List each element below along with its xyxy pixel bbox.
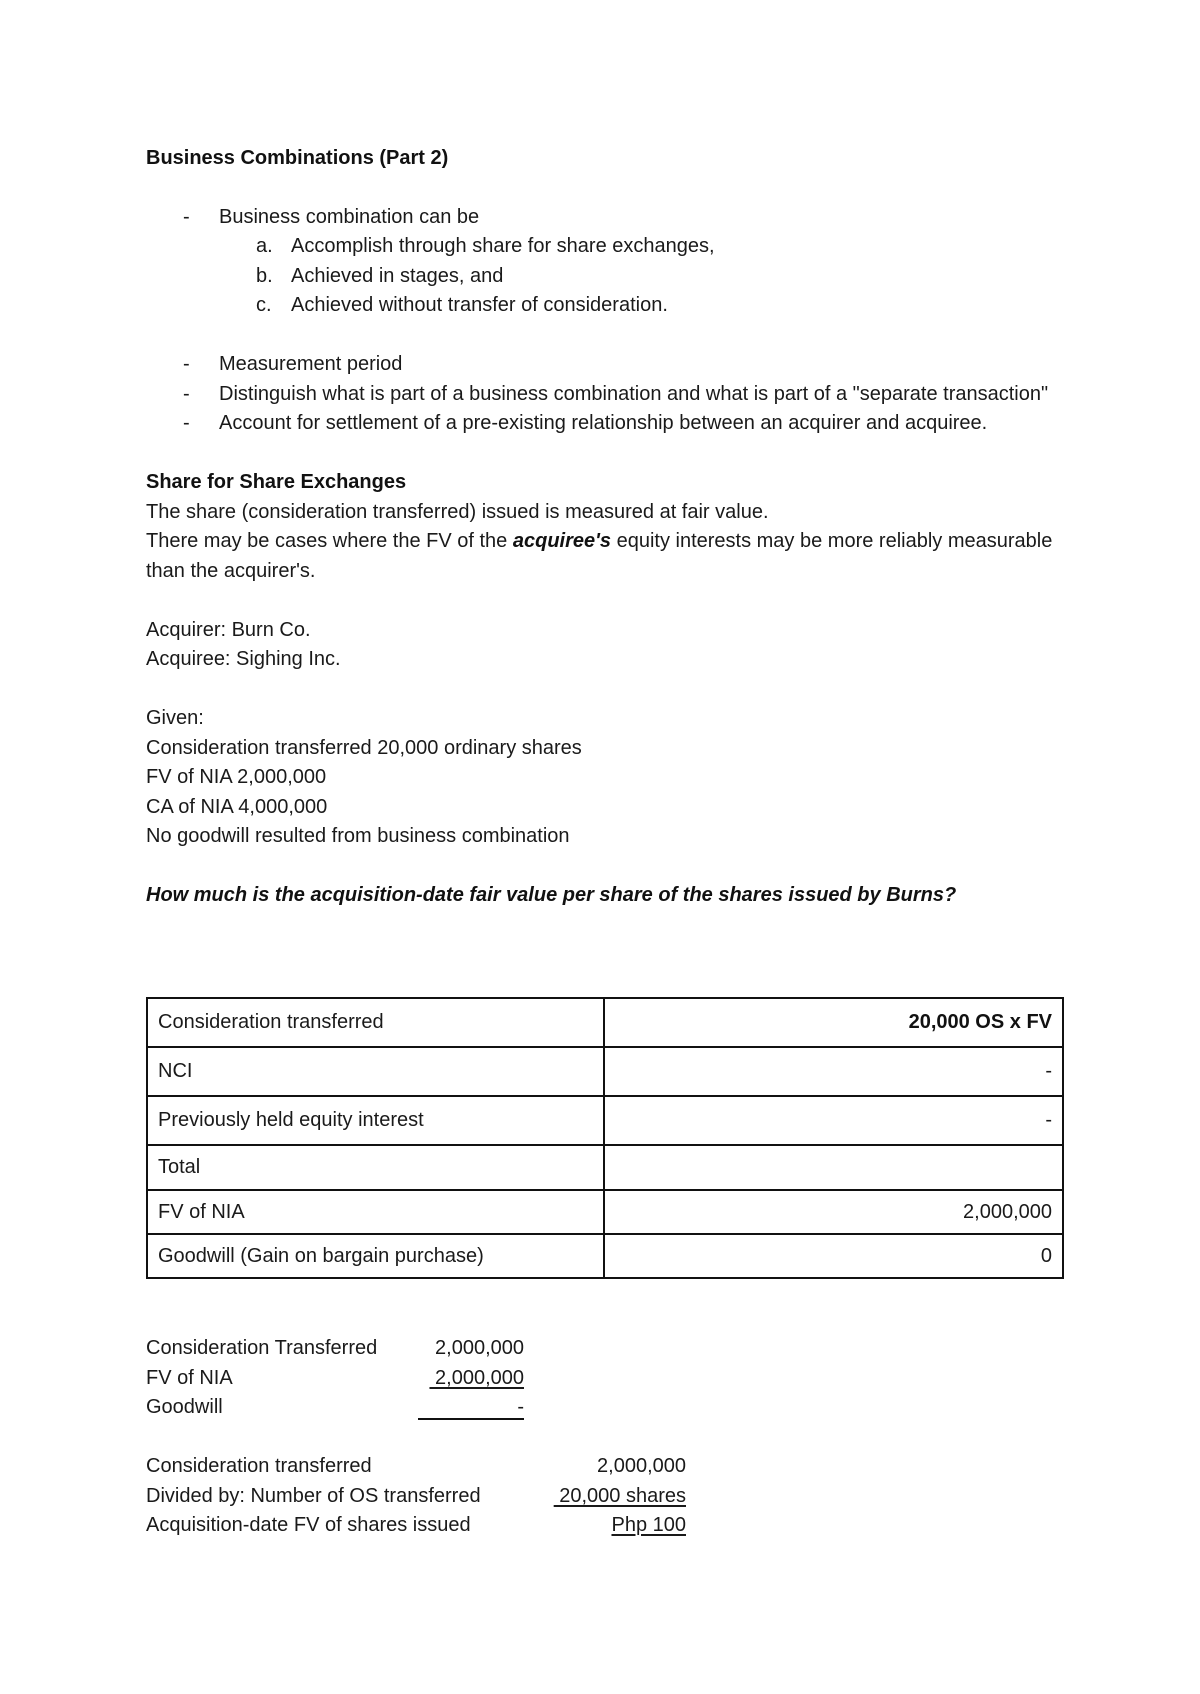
list-marker: b.: [256, 264, 273, 287]
summary-row: [146, 1511, 686, 1541]
goodwill-summary: [146, 1334, 524, 1423]
table-cell-label: Total: [147, 1145, 604, 1190]
summary-value: 20,000 shares: [553, 1484, 686, 1507]
bullet-text: Business combination can be: [219, 205, 480, 228]
given-item: CA of NIA 4,000,000: [146, 795, 328, 818]
sub-item-text: Achieved in stages, and: [291, 264, 504, 287]
table-cell-value: -: [604, 1096, 1063, 1145]
summary-value: 2,000,000: [435, 1337, 524, 1359]
summary-value: 2,000,000: [429, 1366, 524, 1389]
sub-list-item: [146, 291, 1066, 321]
document-page: [146, 144, 1066, 911]
summary-value-wrap: [410, 1364, 524, 1394]
summary-value-wrap: [536, 1511, 686, 1541]
table-row: [147, 1145, 1063, 1190]
goodwill-computation-table: [146, 997, 1064, 1279]
summary-label: Consideration Transferred: [146, 1337, 378, 1359]
table-cell-label: Consideration transferred: [147, 998, 604, 1047]
summary-label: Goodwill: [146, 1396, 223, 1418]
given-item: Consideration transferred 20,000 ordinary shares: [146, 736, 582, 759]
summary-row: [146, 1393, 524, 1423]
sub-item-text: Accomplish through share for share exchanges,: [291, 235, 715, 257]
summary-label: Acquisition-date FV of shares issued: [146, 1514, 471, 1536]
table-cell-label: Previously held equity interest: [147, 1096, 604, 1145]
table-row: [147, 1234, 1063, 1278]
document-title: Business Combinations (Part 2): [146, 147, 449, 169]
dash-bullet-icon: -: [183, 382, 190, 405]
given-item: No goodwill resulted from business combination: [146, 825, 570, 847]
text-run: equity interests may be more reliably measurable than the acquirer's.: [146, 530, 1053, 582]
bullet-item: [146, 350, 1066, 380]
bullet-text: Account for settlement of a pre-existing relationship between an acquirer and acquiree.: [219, 412, 988, 434]
table-cell-value: -: [604, 1047, 1063, 1096]
given-item: FV of NIA 2,000,000: [146, 766, 327, 788]
summary-label: Divided by: Number of OS transferred: [146, 1484, 481, 1507]
bullet-item: [146, 380, 1066, 410]
table-cell-value: 20,000 OS x FV: [604, 998, 1063, 1047]
section-heading: Share for Share Exchanges: [146, 471, 407, 493]
section-paragraph-emphasis: [146, 527, 1066, 586]
summary-value: -: [418, 1396, 524, 1420]
section-paragraph: The share (consideration transferred) issued is measured at fair value.: [146, 500, 769, 523]
summary-label: FV of NIA: [146, 1366, 233, 1389]
sub-item-text: Achieved without transfer of consideration.: [291, 294, 668, 316]
table-cell-value: 2,000,000: [604, 1190, 1063, 1234]
bullet-text: Distinguish what is part of a business combination and what is part of a "separate transaction": [219, 382, 1049, 405]
summary-value: 2,000,000: [597, 1455, 686, 1477]
summary-value-wrap: [536, 1482, 686, 1512]
bullet-item: [146, 203, 1066, 233]
table-row: [147, 1047, 1063, 1096]
summary-row: [146, 1452, 686, 1482]
acquiree-line: Acquiree: Sighing Inc.: [146, 648, 341, 670]
table-cell-value: [604, 1145, 1063, 1190]
summary-value-result: Php 100: [611, 1514, 686, 1536]
fair-value-summary: [146, 1452, 686, 1541]
summary-value-wrap: [410, 1393, 524, 1423]
list-marker: c.: [256, 294, 272, 316]
summary-row: [146, 1482, 686, 1512]
dash-bullet-icon: -: [183, 205, 190, 228]
given-label: Given:: [146, 707, 204, 729]
list-marker: a.: [256, 235, 273, 257]
emphasis-text: acquiree's: [512, 530, 612, 552]
table-row: [147, 998, 1063, 1047]
acquirer-line: Acquirer: Burn Co.: [146, 618, 311, 641]
text-run: There may be cases where the FV of the: [146, 530, 513, 552]
summary-row: [146, 1334, 524, 1364]
bullet-item: [146, 409, 1066, 439]
bullet-text: Measurement period: [219, 353, 403, 375]
question-text: How much is the acquisition-date fair value per share of the shares issued by Burns?: [146, 884, 957, 906]
table-row: [147, 1096, 1063, 1145]
dash-bullet-icon: -: [183, 353, 190, 375]
table-cell-label: NCI: [147, 1047, 604, 1096]
table-cell-label: Goodwill (Gain on bargain purchase): [147, 1234, 604, 1278]
table-cell-label: FV of NIA: [147, 1190, 604, 1234]
summary-row: [146, 1364, 524, 1394]
sub-list-item: [146, 262, 1066, 292]
sub-list-item: [146, 232, 1066, 262]
dash-bullet-icon: -: [183, 412, 190, 434]
table-cell-value: 0: [604, 1234, 1063, 1278]
table-row: [147, 1190, 1063, 1234]
summary-label: Consideration transferred: [146, 1455, 372, 1477]
